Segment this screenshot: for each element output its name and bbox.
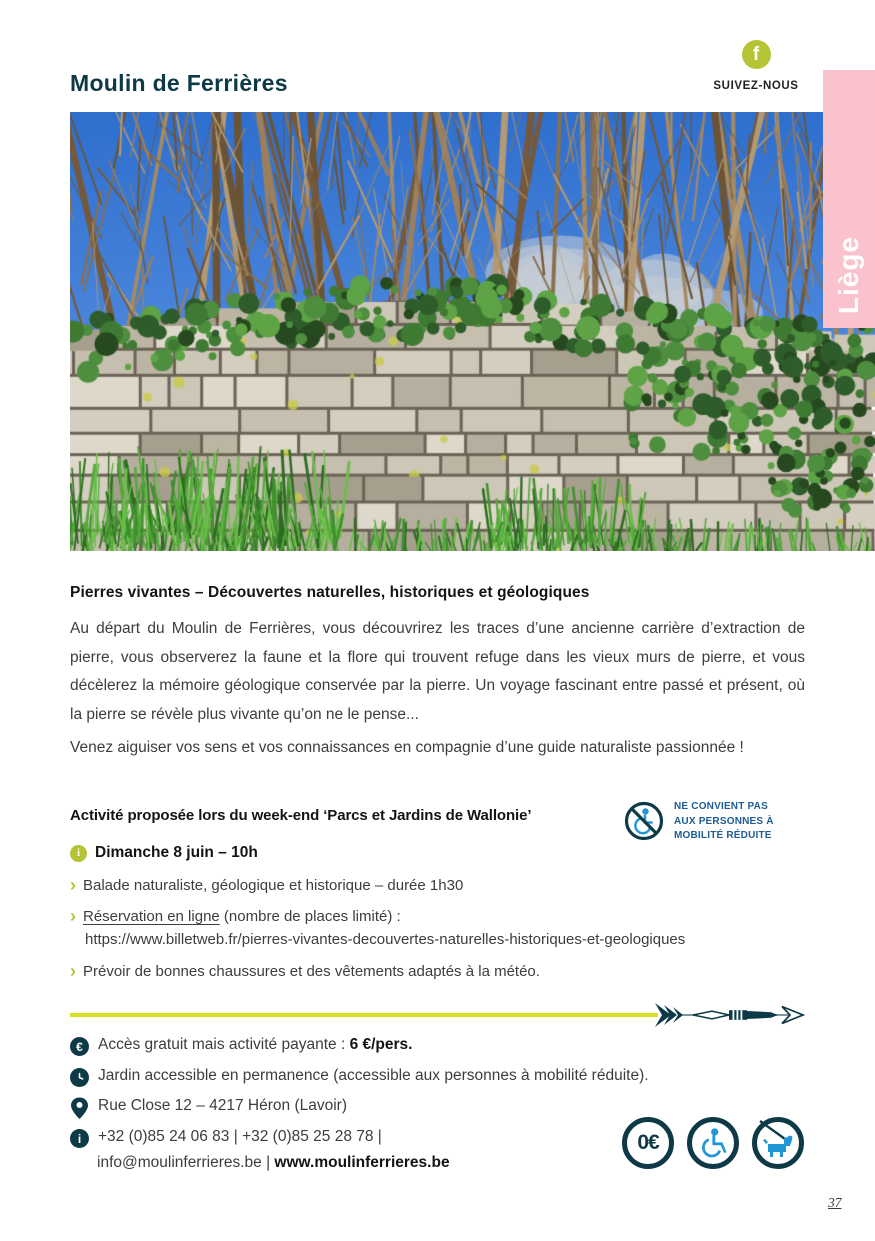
address-text: Rue Close 12 – 4217 Héron (Lavoir) (98, 1097, 347, 1114)
accessibility-note (674, 800, 774, 844)
date-row (70, 844, 258, 862)
list-item (70, 905, 805, 926)
region-tab-liege (823, 70, 875, 328)
zero-euro-label: 0€ (637, 1131, 659, 1154)
article-paragraph-1: Au départ du Moulin de Ferrières, vous découvrirez les traces d’une ancienne carrière d’extraction de pierre, vous observerez la faune et la flore qui trouvent refuge dans les vieux murs de pierre, et vous décèlerez la mémoire géologique conservée par la pierre. Un voyage fascinant entre passé et présent, où la pierre se révèle plus vivante qu’on ne le pense... (70, 620, 805, 723)
bullet-text: Balade naturaliste, géologique et historique – durée 1h30 (83, 877, 464, 894)
event-date: Dimanche 8 juin – 10h (95, 844, 258, 861)
free-entry-icon (622, 1117, 674, 1169)
chevron-icon: › (70, 961, 76, 981)
accessibility-note-line: NE CONVIENT PAS (674, 801, 768, 812)
bullet-text: (nombre de places limité) : (219, 908, 401, 925)
follow-us-label: SUIVEZ-NOUS (713, 80, 799, 92)
phone-numbers: +32 (0)85 24 06 83 | +32 (0)85 25 28 78 | (98, 1128, 382, 1145)
hours-text: Jardin accessible en permanence (accessible aux personnes à mobilité réduite). (98, 1067, 649, 1084)
price-row (70, 1036, 412, 1056)
section-divider (70, 1002, 805, 1028)
bullet-text: Prévoir de bonnes chaussures et des vêtements adaptés à la météo. (83, 963, 540, 980)
activity-title: Activité proposée lors du week-end ‘Parcs et Jardins de Wallonie’ (70, 807, 532, 824)
contact-row (70, 1128, 382, 1148)
accessibility-note-line: AUX PERSONNES À (674, 815, 774, 827)
address-row (70, 1097, 347, 1125)
pictogram-badges (622, 1117, 804, 1169)
info-icon: i (70, 845, 87, 862)
social-follow-block (700, 40, 812, 92)
article-heading: Pierres vivantes – Découvertes naturelles, historiques et géologiques (70, 584, 590, 601)
info-icon: i (70, 1129, 89, 1148)
photo-canvas (70, 112, 875, 551)
clock-icon (70, 1068, 89, 1087)
article-paragraph-2: Venez aiguiser vos sens et vos connaissances en compagnie d’une guide naturaliste passionnée ! (70, 739, 744, 756)
euro-icon: € (70, 1037, 89, 1056)
facebook-icon[interactable]: f (742, 40, 771, 69)
photo-stone-wall (70, 112, 875, 551)
list-item (70, 960, 805, 981)
price-text: Accès gratuit mais activité payante : 6 €/pers. (98, 1036, 413, 1053)
reservation-url[interactable]: https://www.billetweb.fr/pierres-vivantes-decouvertes-naturelles-historiques-et-geologiques (85, 931, 686, 948)
accessibility-note-line: MOBILITÉ RÉDUITE (674, 830, 772, 841)
website-link[interactable]: www.moulinferrieres.be (274, 1154, 450, 1171)
chevron-icon: › (70, 875, 76, 895)
divider-line (70, 1013, 658, 1017)
no-wheelchair-icon (623, 800, 665, 847)
wheelchair-icon (687, 1117, 739, 1169)
reservation-link[interactable]: Réservation en ligne (83, 908, 220, 925)
arrow-divider-icon (655, 1002, 805, 1033)
location-pin-icon (70, 1097, 89, 1125)
chevron-icon: › (70, 906, 76, 926)
dog-leash-icon (752, 1117, 804, 1169)
contact-row-2 (97, 1154, 450, 1172)
email-link[interactable]: info@moulinferrieres.be | (97, 1154, 275, 1171)
price-value: 6 €/pers. (349, 1036, 413, 1053)
page-number: 37 (828, 1195, 842, 1210)
page-title: Moulin de Ferrières (70, 70, 288, 96)
list-item (70, 874, 805, 895)
hours-row (70, 1067, 649, 1087)
region-tab-label: Liège (833, 235, 864, 314)
